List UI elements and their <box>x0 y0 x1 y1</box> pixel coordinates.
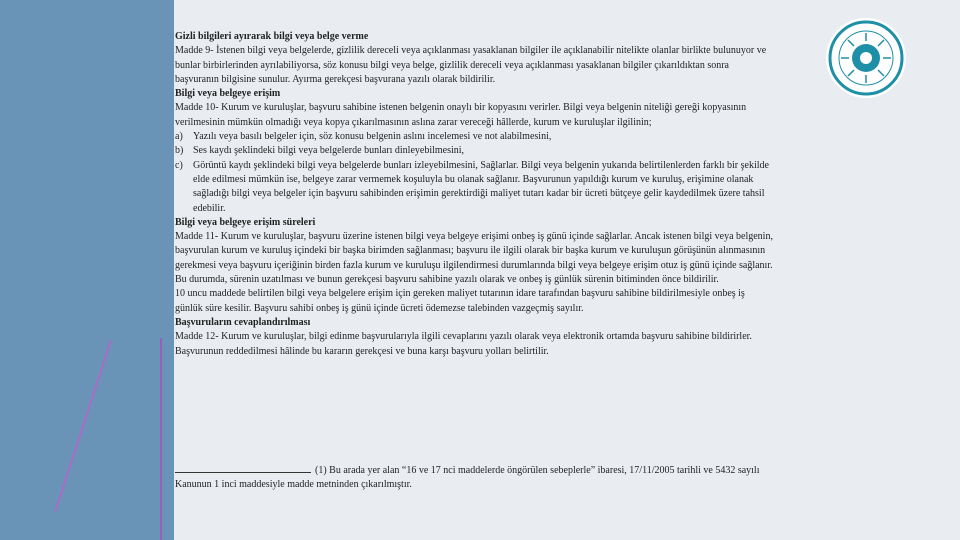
section-heading: Gizli bilgileri ayırarak bilgi veya belge verme <box>175 31 369 42</box>
list-marker: c) <box>175 159 183 171</box>
section-heading: Başvuruların cevaplandırılması <box>175 316 311 328</box>
list-marker: b) <box>175 145 184 157</box>
footnote <box>175 463 775 493</box>
background <box>0 0 174 540</box>
list-item <box>175 130 775 144</box>
article-paragraph: 10 uncu maddede belirtilen bilgi veya belgelere erişim için gereken maliyet tutarının idare tarafından başvuru sahibine bildirilmesiyle onbeş iş günlük süre kesilir. Başvuru sahibi onbeş iş günü içinde ücreti ödemezse talebinden vazgeçmiş sayılır. <box>175 288 745 314</box>
footnote-rule <box>175 463 311 473</box>
article-paragraph: Madde 9- İstenen bilgi veya belgelerde, gizlilik dereceli veya açıklanması yasaklanan bilgiler ile açıklanabilir nitelikte olanlar birlikte bulunuyor ve bunlar birbirlerinden ayrılabiliyorsa, söz konusu bilgi veya belge, gizlilik dereceli veya açıklanması yasaklanan bilgiler çıkarıldıktan sonra başvuranın bilgisine sunulur. Ayırma gerekçesi başvurana yazılı olarak bildirilir. <box>175 45 767 85</box>
list-item-text: Görüntü kaydı şeklindeki bilgi veya belgelerde bunları izleyebilmesini, Sağlarlar. Bilgi veya belgenin yukarıda belirtilenlerden farklı bir şekilde elde edilmesi mümkün ise, belgeye zarar vermemek koşuluyla bu olanak sağlanır. Başvurunun yapıldığı kurum ve kuruluş, erişimine olanak sağladığı bilgi veya belgeler için başvuru sahibinden erişimin gerektirdiği maliyet tutarı kadar bir ücreti bütçeye gelir kaydedilmek üzere tahsil edebilir. <box>193 159 769 214</box>
article-paragraph: Madde 11- Kurum ve kuruluşlar, başvuru üzerine istenen bilgi veya belgeye erişimi onbeş iş günü içinde sağlarlar. Ancak istenen bilgi veya belgenin, başvurulan kurum ve kuruluş içindeki bir başka birimden sağlanması; başvuru ile ilgili olarak bir başka kurum ve kuruluşun görüşünün alınmasının gerekmesi veya başvuru içeriğinin birden fazla kurum ve kuruluşu ilgilendirmesi durumlarında bilgi veya belgeye erişim otuz iş günü içinde sağlanır. Bu durumda, sürenin uzatılması ve bunun gerekçesi başvuru sahibine yazılı olarak ve onbeş iş günlük sürenin bitiminden önce bildirilir. <box>175 231 773 286</box>
article-paragraph: Madde 10- Kurum ve kuruluşlar, başvuru sahibine istenen belgenin onaylı bir kopyasını verirler. Bilgi veya belgenin niteliği gereği kopyasının verilmesinin mümkün olmadığı veya kopya çıkarılmasının aslına zarar vereceği hâllerde, kurum ve kuruluşlar ilgilinin; <box>175 102 747 128</box>
article-paragraph: Madde 12- Kurum ve kuruluşlar, bilgi edinme başvurularıyla ilgili cevaplarını yazılı olarak veya elektronik ortamda başvuru sahibine bildirirler. Başvurunun reddedilmesi hâlinde bu kararın gerekçesi ve buna karşı başvuru yolları belirtilir. <box>175 331 752 357</box>
decorative-line <box>160 338 162 540</box>
list-item-text: Ses kaydı şeklindeki bilgi veya belgelerde bunları dinleyebilmesini, <box>193 145 465 157</box>
list-item <box>175 144 775 158</box>
list-item <box>175 159 775 216</box>
list-marker: a) <box>175 131 183 143</box>
document-body <box>175 30 775 359</box>
section-heading: Bilgi veya belgeye erişim süreleri <box>175 216 316 228</box>
institution-seal-logo <box>824 16 908 100</box>
list-item-text: Yazılı veya basılı belgeler için, söz konusu belgenin aslını incelemesi ve not alabilmesini, <box>193 131 552 143</box>
section-heading: Bilgi veya belgeye erişim <box>175 88 281 100</box>
footnote-text: (1) Bu arada yer alan “16 ve 17 nci maddelerde öngörülen sebeplerle” ibaresi, 17/11/2005 tarihli ve 5432 sayılı Kanunun 1 inci maddesiyle madde metninden çıkarılmıştır. <box>175 465 760 491</box>
